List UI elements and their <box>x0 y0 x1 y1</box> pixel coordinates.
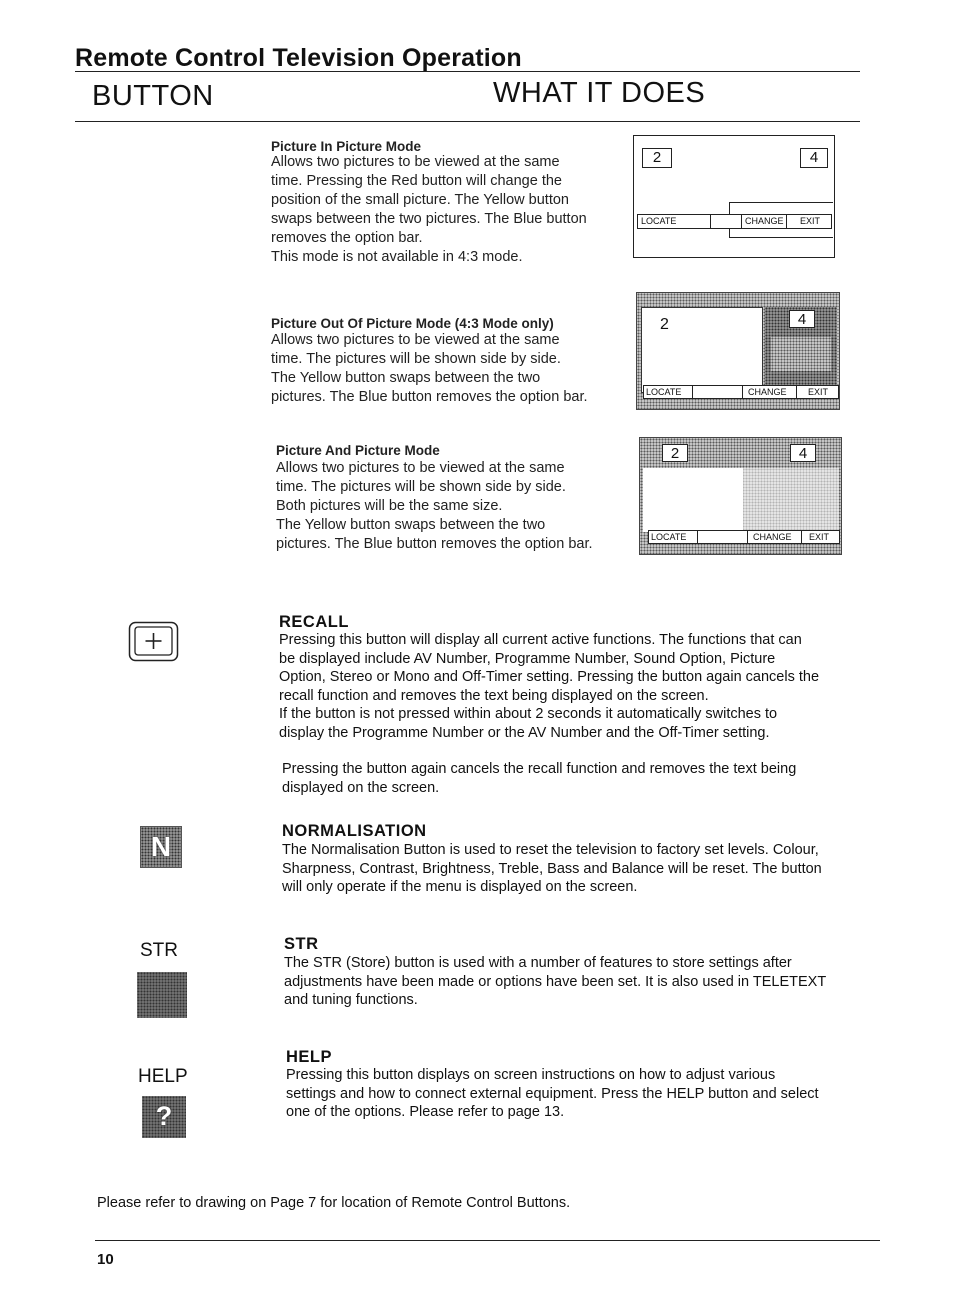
pap-locate-label: LOCATE <box>651 532 687 542</box>
pip-locate-label: LOCATE <box>641 216 677 226</box>
pop-change-label: CHANGE <box>748 387 787 397</box>
pop-heading: Picture Out Of Picture Mode (4:3 Mode only) <box>271 316 554 331</box>
page-number: 10 <box>97 1251 114 1268</box>
str-button-label: STR <box>140 940 178 961</box>
title-rule <box>75 71 860 72</box>
help-button-label: HELP <box>138 1066 188 1087</box>
normalisation-n-icon: N <box>140 826 182 868</box>
pap-change-label: CHANGE <box>753 532 792 542</box>
column-heading-what-it-does: WHAT IT DOES <box>493 77 706 109</box>
str-description: The STR (Store) button is used with a number of features to store settings after adjustments have been made or options have been set. It is also used in TELETEXT and tuning functions. <box>284 955 827 1008</box>
pop-main-picture <box>641 307 763 393</box>
page-title: Remote Control Television Operation <box>75 44 522 72</box>
pop-locate-label: LOCATE <box>646 387 682 397</box>
pop-screen-illustration <box>636 292 840 410</box>
pop-main-number: 2 <box>660 316 669 333</box>
pap-description: Allows two pictures to be viewed at the same time. The pictures will be shown side by side. Both pictures will be the same size. The Yellow button swaps between the two pictures. The Blue button removes the option bar. <box>276 460 593 552</box>
column-heading-button: BUTTON <box>92 80 214 112</box>
recall-description-2: Pressing the button again cancels the recall function and removes the text being displayed on the screen. <box>282 761 797 796</box>
pip-main-number: 2 <box>642 148 672 168</box>
pap-screen-illustration <box>639 437 842 555</box>
pip-description: Allows two pictures to be viewed at the same time. Pressing the Red button will change the position of the small picture. The Yellow button swaps between the two pictures. The Blue button removes the option bar. This mode is not available in 4:3 mode. <box>271 154 587 265</box>
recall-plus-icon <box>128 621 180 663</box>
pip-exit-label: EXIT <box>800 216 821 226</box>
pip-sub-number: 4 <box>800 148 828 168</box>
header-rule <box>75 121 860 122</box>
footer-note: Please refer to drawing on Page 7 for location of Remote Control Buttons. <box>97 1195 571 1211</box>
help-question-icon: ? <box>142 1096 186 1138</box>
pap-left-picture <box>643 468 743 532</box>
recall-description: Pressing this button will display all current active functions. The functions that can be displayed include AV Number, Programme Number, Sound Option, Picture Option, Stereo or Mono and Off-Timer setting. Pressing the button again cancels the recall function and removes the text being displayed on the screen. If the button is not pressed within about 2 seconds it automatically switches to display the Programme Number or the AV Number and the Off-Timer setting. <box>279 632 820 741</box>
str-button-icon <box>137 972 187 1018</box>
help-heading: HELP <box>286 1048 333 1066</box>
pop-description: Allows two pictures to be viewed at the same time. The pictures will be shown side by side. The Yellow button swaps between the two pictures. The Blue button removes the option bar. <box>271 332 588 405</box>
pip-heading: Picture In Picture Mode <box>271 139 422 154</box>
normalisation-description: The Normalisation Button is used to reset the television to factory set levels. Colour, Sharpness, Contrast, Brightness, Treble, Bass and Balance will be reset. The button will only operate if the menu is displayed on the screen. <box>282 842 822 895</box>
pap-option-bar <box>648 530 840 544</box>
pip-screen-illustration <box>633 135 835 258</box>
pop-option-bar <box>643 385 839 399</box>
recall-heading: RECALL <box>279 613 349 631</box>
pap-heading: Picture And Picture Mode <box>276 443 440 458</box>
pap-main-number: 2 <box>662 444 688 462</box>
pip-option-bar <box>637 214 832 229</box>
normalisation-heading: NORMALISATION <box>282 822 427 840</box>
pip-change-label: CHANGE <box>745 216 784 226</box>
pap-exit-label: EXIT <box>809 532 830 542</box>
pap-right-picture <box>743 468 839 532</box>
help-description: Pressing this button displays on screen instructions on how to adjust various settings and how to connect external equipment. Press the HELP button and select one of the options. Please refer to page 13. <box>286 1067 819 1120</box>
pop-sub-picture <box>765 307 837 385</box>
pop-exit-label: EXIT <box>808 387 829 397</box>
pap-sub-number: 4 <box>790 444 816 462</box>
footer-rule <box>95 1240 880 1241</box>
pop-sub-number: 4 <box>789 310 815 328</box>
str-heading: STR <box>284 935 319 953</box>
